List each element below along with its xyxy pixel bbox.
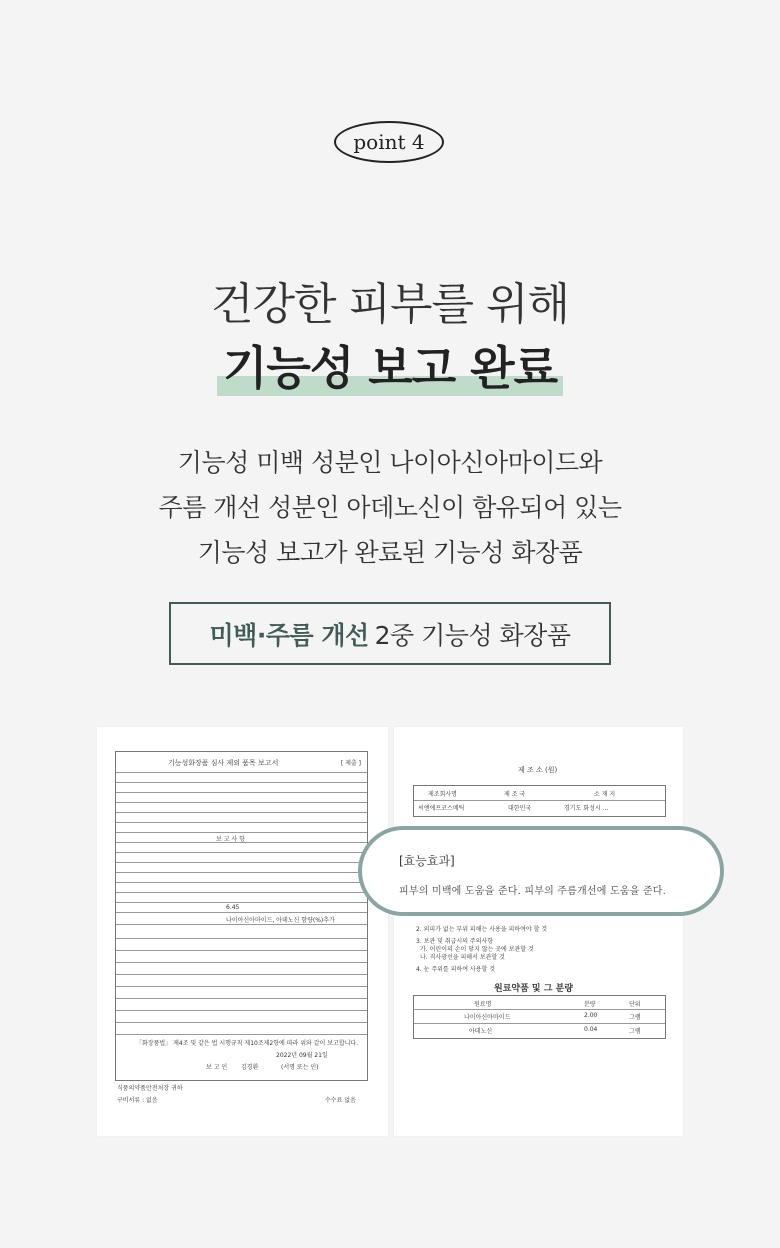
note-line: 가. 어린이의 손이 닿지 않는 곳에 보관할 것 (420, 946, 534, 953)
report-sign-note: (서명 또는 인) (281, 1064, 319, 1071)
description-line: 주름 개선 성분인 아데노신이 함유되어 있는 (158, 493, 622, 522)
note-line: 2. 외피가 없는 부위 피해는 사용을 피하여야 할 것 (416, 926, 548, 933)
report-title: 기능성화장품 심사 제외 품목 보고서 (168, 759, 279, 767)
note-line: 나. 직사광선을 피해서 보관할 것 (420, 954, 505, 961)
highlight-bold: 미백·주름 개선 (209, 620, 369, 650)
report-agency: 식품의약품안전처장 귀하 (117, 1085, 183, 1092)
manufacturer-col: 제조회사명 (428, 791, 457, 798)
manufacturer-cell: 씨앤에프코스메틱 (418, 805, 465, 812)
efficacy-body: 피부의 미백에 도움을 준다. 피부의 주름개선에 도움을 준다. (399, 886, 667, 897)
report-section: 보 고 사 항 (216, 836, 245, 843)
report-fee: 수수료 없음 (325, 1097, 356, 1104)
ingredients-cell: 그램 (629, 1028, 641, 1035)
report-form (115, 751, 368, 1081)
headline-line2-wrap (0, 332, 780, 398)
ingredients-cell: 원료명 (474, 1001, 492, 1008)
note-line: 4. 눈 주위를 피하여 사용할 것 (416, 966, 496, 973)
efficacy-heading: [효능효과] (399, 854, 455, 868)
manufacturer-cell: 대한민국 (508, 805, 532, 812)
ingredients-table-title: 원료약품 및 그 분량 (494, 984, 573, 994)
ingredients-cell: 2.00 (584, 1012, 598, 1019)
description (0, 440, 780, 575)
report-statement: 「화장품법」 제4조 및 같은 법 시행규칙 제10조제2항에 따라 위와 같이 보고합니다. (136, 1040, 359, 1047)
manufacturer-cell: 경기도 화성시 ... (564, 805, 609, 812)
ingredients-cell: 분량 (584, 1001, 596, 1008)
efficacy-callout (358, 826, 724, 916)
ingredients-cell: 그램 (629, 1014, 641, 1021)
point-badge: point 4 (334, 121, 444, 163)
manufacturer-col: 제 조 국 (504, 791, 526, 798)
ingredients-cell: 0.04 (584, 1026, 598, 1033)
report-fee-label: 구비서류 : 없음 (117, 1097, 158, 1104)
ingredients-cell: 아데노신 (469, 1028, 493, 1035)
manufacturer-table (413, 785, 666, 817)
ingredients-cell: 단위 (629, 1001, 641, 1008)
highlight-plain: 2중 기능성 화장품 (374, 620, 571, 650)
note-line: 3. 보관 및 취급시의 주의사항 (416, 938, 494, 945)
headline-line2 (217, 332, 563, 398)
headline-line1: 건강한 피부를 위해 (210, 279, 569, 330)
description-line: 기능성 미백 성분인 나이아신아마이드와 (177, 448, 603, 477)
report-reporter-name: 김경환 (241, 1064, 259, 1071)
headline-line2-text: 기능성 보고 완료 (222, 341, 558, 395)
report-document-image (97, 727, 388, 1136)
ingredients-cell: 나이아신아마이드 (464, 1014, 511, 1021)
ingredients-table (413, 995, 666, 1039)
report-date: 2022년 09월 21일 (276, 1052, 328, 1059)
report-ingredients: 나이아신아마이드, 아데노신 함량(%)추가 (226, 917, 335, 924)
manufacturer-title: 제 조 소 (원) (518, 766, 558, 774)
report-reporter-label: 보 고 인 (206, 1064, 228, 1071)
description-line: 기능성 보고가 완료된 기능성 화장품 (197, 538, 583, 567)
report-spf: 6.45 (226, 904, 240, 911)
report-stamp: [ 제출 ] (340, 760, 361, 767)
label-document-image (394, 727, 683, 1136)
manufacturer-col: 소 재 지 (594, 791, 616, 798)
highlight-box (169, 602, 611, 665)
